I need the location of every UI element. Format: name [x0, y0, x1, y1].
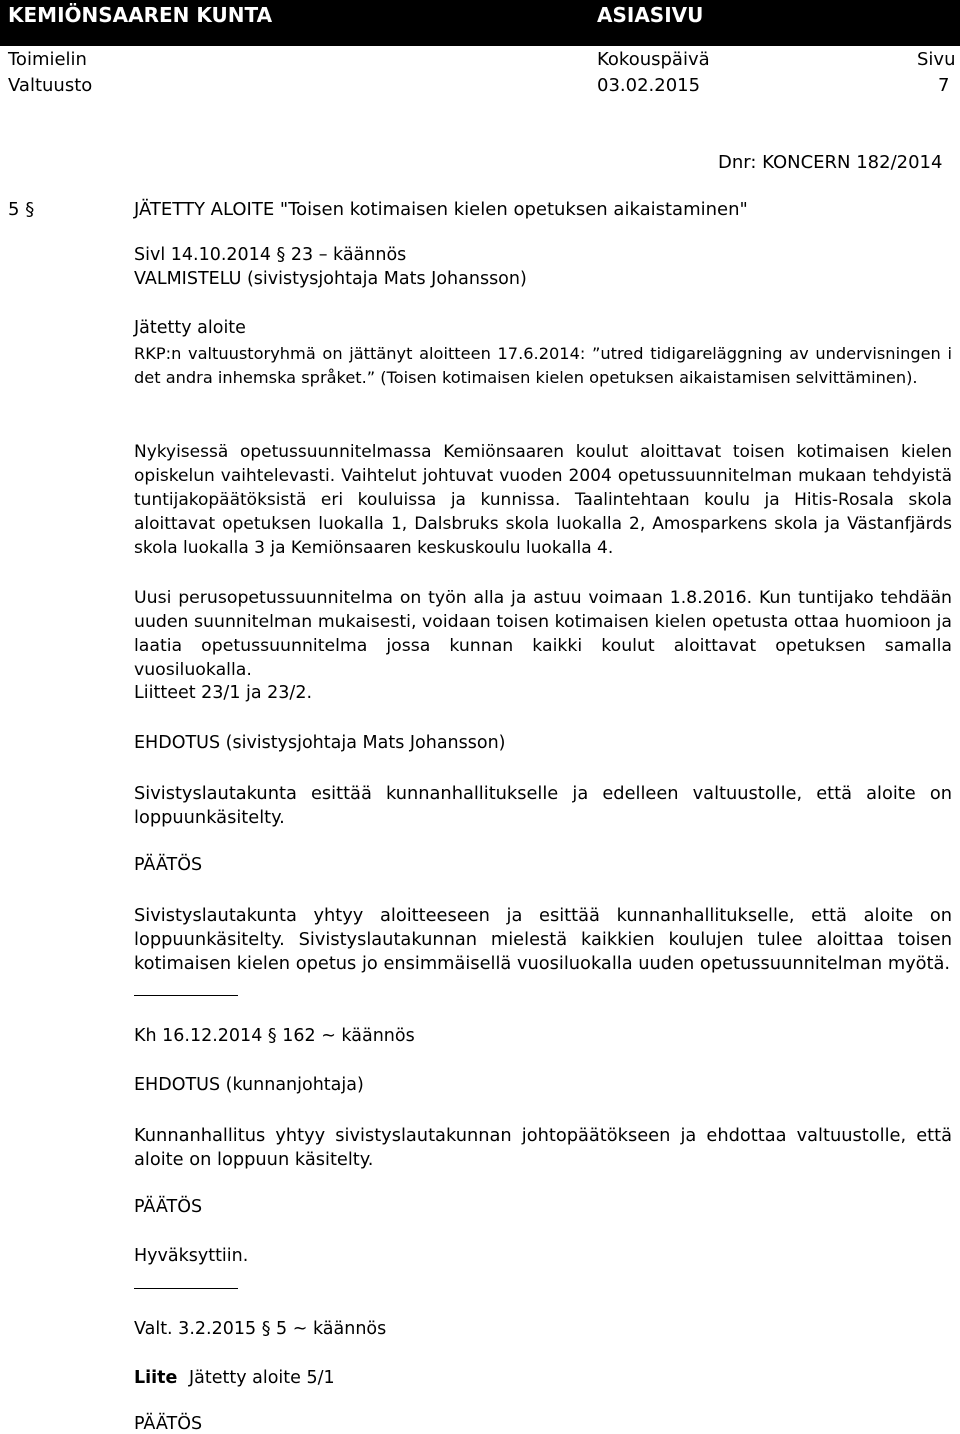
divider-line-2 — [134, 1288, 238, 1289]
sivl-ref-prefix: Sivl 14.10.2014 — [134, 245, 271, 265]
kh-ref-prefix: Kh 16.12.2014 — [134, 1026, 263, 1046]
dnr: Dnr: KONCERN 182/2014 — [718, 152, 943, 173]
organ-value: Valtuusto — [8, 75, 93, 96]
paatos-heading-3: PÄÄTÖS — [134, 1414, 203, 1434]
section-symbol-icon: § — [25, 199, 35, 220]
sivl-reference — [134, 245, 406, 265]
org-name: KEMIÖNSAAREN KUNTA — [8, 3, 273, 27]
ehdotus-sivistys-text: Sivistyslautakunta esittää kunnanhallitukselle ja edelleen valtuustolle, että aloite on loppuunkäsitelty. — [134, 783, 952, 828]
aloite-heading: Jätetty aloite — [134, 318, 246, 338]
page-label: Sivu — [917, 49, 956, 70]
doc-type: ASIASIVU — [597, 3, 704, 27]
item-title: JÄTETTY ALOITE "Toisen kotimaisen kielen opetuksen aikaistaminen" — [134, 199, 748, 220]
item-number-value: 5 — [8, 199, 20, 220]
kh-ref-suffix: 162 ~ käännös — [282, 1026, 415, 1046]
section-symbol-icon: § — [276, 245, 286, 265]
paatos-heading-1: PÄÄTÖS — [134, 855, 203, 875]
date-label: Kokouspäivä — [597, 49, 710, 70]
liitteet: Liitteet 23/1 ja 23/2. — [134, 683, 313, 703]
page-number: 7 — [938, 75, 950, 96]
valmistelu-heading: VALMISTELU (sivistysjohtaja Mats Johansson) — [134, 269, 527, 289]
item-number — [8, 199, 34, 220]
divider-line-1 — [134, 995, 238, 996]
paragraph-new-curriculum: Uusi perusopetussuunnitelma on työn alla ja astuu voimaan 1.8.2016. Kun tuntijako tehdään uuden suunnitelman mukaisesti, voidaan toisen kotimaisen kielen opetusta ottaa huomioon ja laatia opetussuunnitelma jossa kunnan kaikki koulut aloittavat opetuksen samalla vuosiluokalla. — [134, 588, 952, 680]
sivl-ref-suffix: 23 – käännös — [290, 245, 407, 265]
section-symbol-icon: § — [267, 1026, 277, 1046]
paatos-text-2: Hyväksyttiin. — [134, 1246, 249, 1266]
paatos-text-1: Sivistyslautakunta yhtyy aloitteeseen ja esittää kunnanhallitukselle, että aloite on loppuunkäsitelty. Sivistyslautakunnan mielestä kaikkien koulujen tulee aloittaa toisen kotimaisen kielen opetus jo ensimmäisellä vuosiluokalla uuden opetussuunnitelman myötä. — [134, 905, 952, 974]
liite-text: Jätetty aloite 5/1 — [188, 1368, 335, 1388]
liite-label: Liite — [134, 1368, 178, 1388]
kh-text: Kunnanhallitus yhtyy sivistyslautakunnan johtopäätökseen ja ehdottaa valtuustolle, että aloite on loppuun käsitelty. — [134, 1125, 952, 1170]
paragraph-schools: Nykyisessä opetussuunnitelmassa Kemiönsaaren koulut aloittavat toisen kotimaisen kielen opiskelun vaihtelevasti. Vaihtelut johtuvat vuoden 2004 opetussuunnitelman mukaan tehdyistä tuntijakopäätöksistä eri kouluissa ja kunnissa. Taalintehtaan koulu ja Hitis-Rosala skola aloittavat opetuksen luokalla 1, Dalsbruks skola luokalla 2, Amosparkens skola ja Västanfjärds skola luokalla 3 ja Kemiönsaaren keskuskoulu luokalla 4. — [134, 442, 952, 558]
section-symbol-icon: § — [261, 1319, 271, 1339]
valt-reference — [134, 1319, 386, 1339]
date-value: 03.02.2015 — [597, 75, 701, 96]
paatos-heading-2: PÄÄTÖS — [134, 1197, 203, 1217]
ehdotus-sivistys-heading: EHDOTUS (sivistysjohtaja Mats Johansson) — [134, 733, 506, 753]
liite-line — [134, 1368, 335, 1388]
valt-ref-prefix: Valt. 3.2.2015 — [134, 1319, 257, 1339]
kh-reference — [134, 1026, 415, 1046]
ehdotus-kunnanjohtaja-heading: EHDOTUS (kunnanjohtaja) — [134, 1075, 364, 1095]
valt-ref-suffix: 5 ~ käännös — [276, 1319, 387, 1339]
aloite-text: RKP:n valtuustoryhmä on jättänyt aloitteen 17.6.2014: ”utred tidigareläggning av undervisningen i det andra inhemska språket.” (Toisen kotimaisen kielen opetuksen aikaistamisen selvittäminen). — [134, 344, 952, 387]
organ-label: Toimielin — [8, 49, 87, 70]
